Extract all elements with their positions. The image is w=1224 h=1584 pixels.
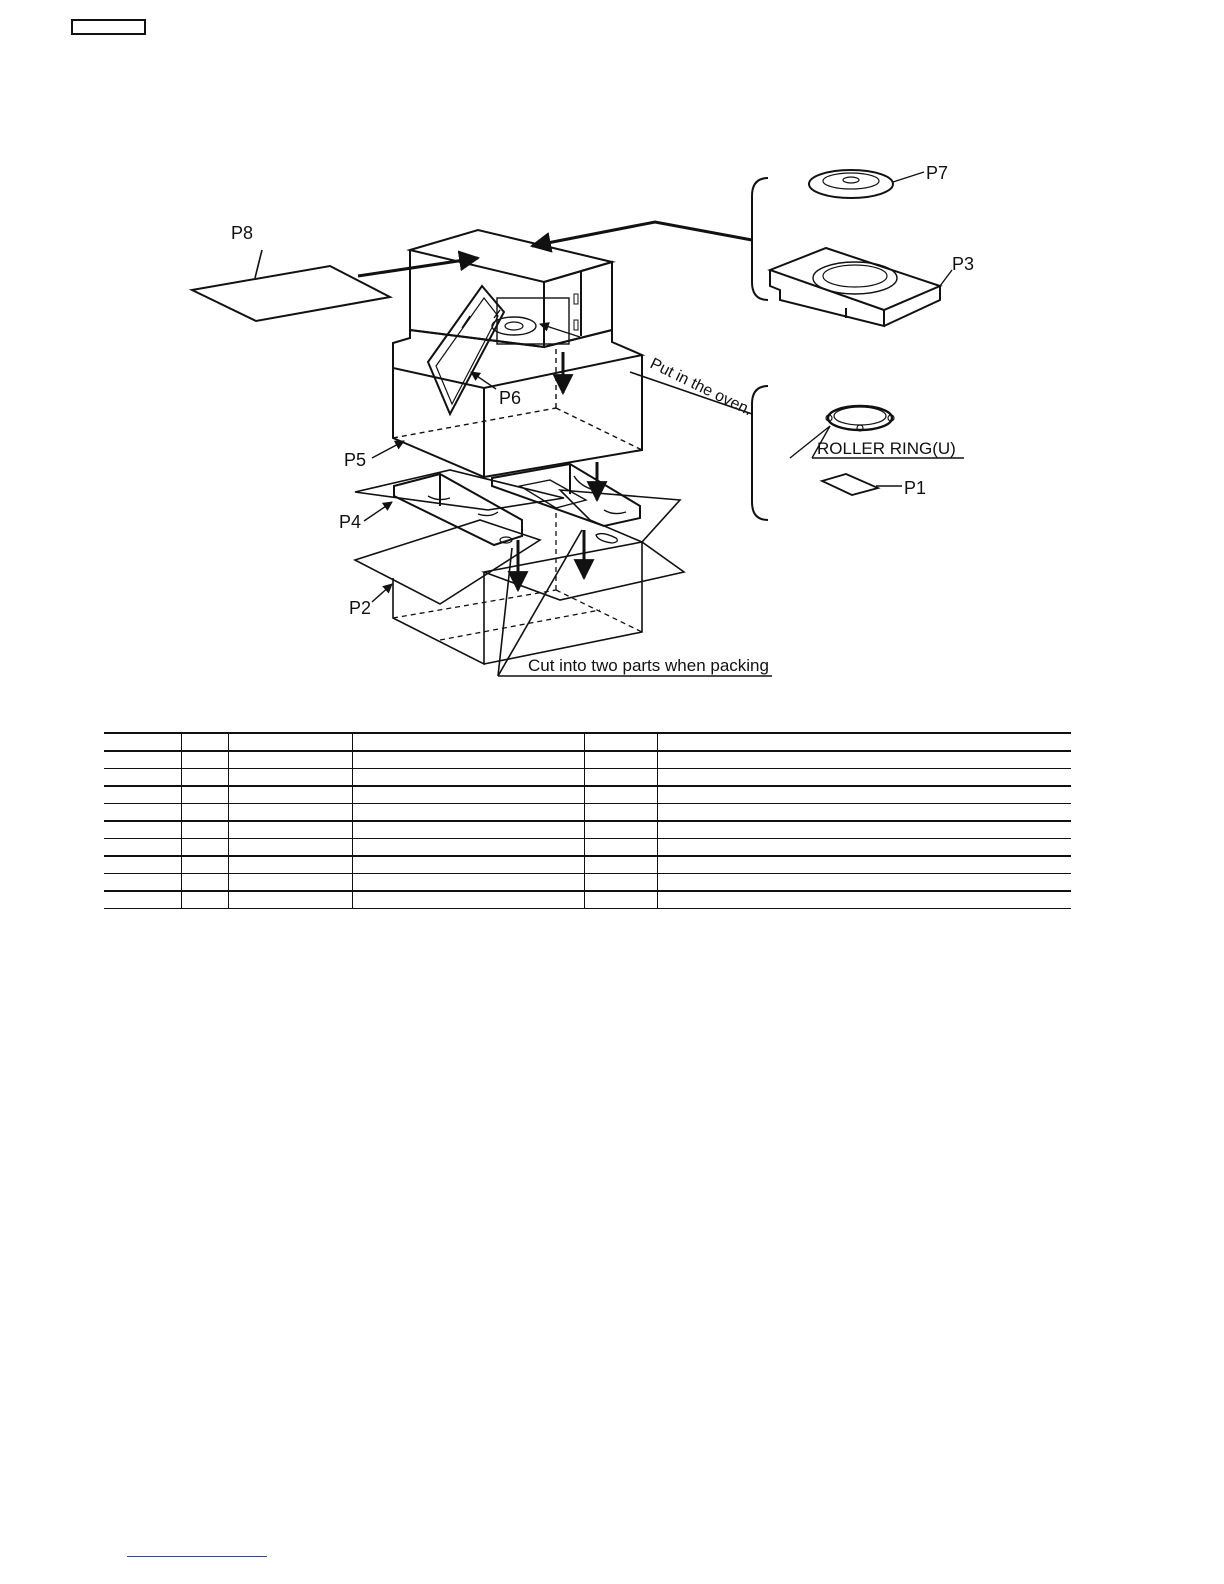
table-cell <box>584 874 657 892</box>
table-cell <box>657 874 1071 892</box>
label-p3: P3 <box>952 254 975 274</box>
table-cell <box>181 733 228 751</box>
table-cell <box>584 856 657 874</box>
table-cell <box>104 874 181 892</box>
label-p1: P1 <box>904 478 927 498</box>
table-cell <box>584 751 657 769</box>
table-cell <box>181 839 228 857</box>
table-cell <box>584 769 657 787</box>
table-cell <box>181 769 228 787</box>
cut-note-leader <box>498 530 772 676</box>
table-cell <box>584 804 657 822</box>
table-cell <box>104 856 181 874</box>
table-cell <box>657 769 1071 787</box>
packing-diagram <box>0 0 1224 720</box>
table-row <box>104 804 1071 822</box>
table-cell <box>228 821 352 839</box>
p2-arrow <box>372 584 392 602</box>
microwave-oven <box>410 230 612 347</box>
p7-glass-tray <box>809 170 924 198</box>
table-row <box>104 839 1071 857</box>
table-cell <box>228 874 352 892</box>
table-cell <box>657 786 1071 804</box>
label-p4: P4 <box>339 512 362 532</box>
table-cell <box>352 891 584 909</box>
table-row <box>104 874 1071 892</box>
table-row <box>104 821 1071 839</box>
table-row <box>104 891 1071 909</box>
table-cell <box>104 804 181 822</box>
table-cell <box>104 733 181 751</box>
table-cell <box>584 891 657 909</box>
table-row <box>104 786 1071 804</box>
table-cell <box>104 839 181 857</box>
table-cell <box>104 786 181 804</box>
table-cell <box>657 751 1071 769</box>
table-cell <box>228 769 352 787</box>
parts-table <box>104 732 1071 909</box>
table-cell <box>584 733 657 751</box>
table-cell <box>352 804 584 822</box>
table-cell <box>584 839 657 857</box>
table-cell <box>181 751 228 769</box>
table-cell <box>181 786 228 804</box>
table-cell <box>352 751 584 769</box>
bracket-bottom <box>752 386 768 520</box>
table-cell <box>181 856 228 874</box>
table-cell <box>352 733 584 751</box>
table-cell <box>352 839 584 857</box>
table-cell <box>228 786 352 804</box>
label-p8: P8 <box>231 223 254 243</box>
table-cell <box>352 821 584 839</box>
table-row <box>104 856 1071 874</box>
p1-booklet <box>822 474 902 495</box>
table-cell <box>657 821 1071 839</box>
table-cell <box>228 839 352 857</box>
table-cell <box>657 856 1071 874</box>
table-row <box>104 751 1071 769</box>
table-cell <box>352 874 584 892</box>
table-cell <box>584 821 657 839</box>
p8-sheet <box>192 250 390 321</box>
table-row <box>104 769 1071 787</box>
label-cut-note: Cut into two parts when packing <box>528 656 769 675</box>
table-cell <box>352 856 584 874</box>
table-cell <box>181 821 228 839</box>
table-cell <box>181 804 228 822</box>
p4-pad-left <box>394 474 522 545</box>
label-p6: P6 <box>499 388 522 408</box>
bracket-top <box>752 178 768 300</box>
table-cell <box>181 874 228 892</box>
table-cell <box>104 891 181 909</box>
table-cell <box>228 856 352 874</box>
table-cell <box>104 821 181 839</box>
table-cell <box>228 733 352 751</box>
table-cell <box>104 751 181 769</box>
footer-link-underline[interactable] <box>127 1556 267 1557</box>
label-p5: P5 <box>344 450 367 470</box>
table-cell <box>352 769 584 787</box>
table-cell <box>228 804 352 822</box>
table-cell <box>657 891 1071 909</box>
table-cell <box>352 786 584 804</box>
table-cell <box>104 769 181 787</box>
bracket-to-oven-arrow <box>532 222 752 246</box>
p3-tray-package <box>770 248 952 326</box>
label-p7: P7 <box>926 163 949 183</box>
label-p2: P2 <box>349 598 372 618</box>
table-cell <box>657 804 1071 822</box>
table-cell <box>584 786 657 804</box>
table-cell <box>657 733 1071 751</box>
table-cell <box>228 751 352 769</box>
table-cell <box>657 839 1071 857</box>
oven-door-p6 <box>428 286 504 414</box>
p8-arrow <box>358 258 478 276</box>
table-cell <box>181 891 228 909</box>
label-put-in-oven: Put in the oven. <box>647 355 755 420</box>
table-row <box>104 733 1071 751</box>
table-cell <box>228 891 352 909</box>
p5-arrow <box>372 441 404 458</box>
label-roller-ring: ROLLER RING(U) <box>817 439 956 458</box>
p4-arrow <box>364 502 392 521</box>
